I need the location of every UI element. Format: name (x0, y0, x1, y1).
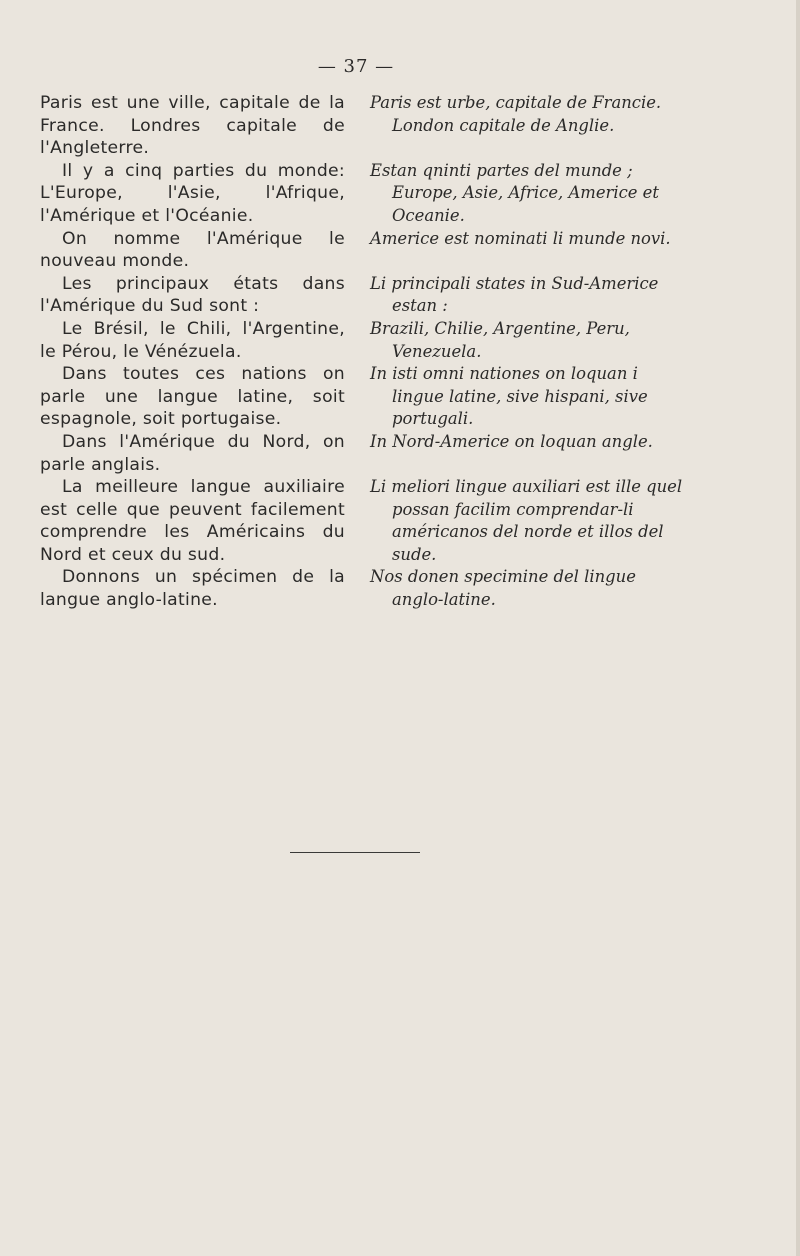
french-paragraph: Les principaux états dans l'Amérique du Sud sont : (40, 273, 345, 317)
anglo-latin-paragraph: Li principali states in Sud-Americe estan : (370, 273, 659, 316)
anglo-latin-paragraph: In Nord-Americe on loquan angle. (370, 431, 653, 451)
anglo-latin-paragraph: Nos donen specimine del lingue anglo-latine. (370, 567, 636, 610)
french-paragraph: Donnons un spécimen de la langue anglo-latine. (40, 567, 345, 611)
anglo-latin-paragraph: Brazili, Chilie, Argentine, Peru, Venezuela. (370, 318, 630, 361)
french-paragraph: Dans toutes ces nations on parle une langue latine, soit espagnole, soit portugaise. (40, 364, 345, 430)
french-paragraph: On nomme l'Amérique le nouveau monde. (40, 228, 345, 272)
anglo-latin-paragraph: Paris est urbe, capitale de Francie. London capitale de Anglie. (370, 93, 662, 135)
french-paragraph: Dans l'Amérique du Nord, on parle anglais. (40, 431, 345, 475)
french-paragraph: Paris est une ville, capitale de la France. Londres capitale de l'Angleterre. (40, 93, 345, 159)
page-number: — 37 — (317, 56, 395, 77)
french-paragraph: La meilleure langue auxiliaire est celle que peuvent facilement comprendre les Américains du Nord et ceux du sud. (40, 477, 345, 565)
anglo-latin-paragraph: Estan qninti partes del munde ; Europe, Asie, Africe, Americe et Oceanie. (370, 160, 659, 225)
anglo-latin-paragraph: Li meliori lingue auxiliari est ille quel possan facilim comprendar-li américanos del norde et illos del sude. (370, 477, 683, 564)
anglo-latin-column (370, 92, 685, 612)
anglo-latin-paragraph: In isti omni nationes on loquan i lingue latine, sive hispani, sive portugali. (370, 364, 648, 429)
french-paragraph: Il y a cinq parties du monde: L'Europe, l'Asie, l'Afrique, l'Amérique et l'Océanie. (40, 160, 345, 226)
french-paragraph: Le Brésil, le Chili, l'Argentine, le Pérou, le Vénézuela. (40, 318, 345, 362)
french-column (40, 92, 345, 612)
page-edge (796, 0, 800, 1256)
closing-rule (290, 852, 420, 853)
anglo-latin-paragraph: Americe est nominati li munde novi. (370, 228, 671, 248)
